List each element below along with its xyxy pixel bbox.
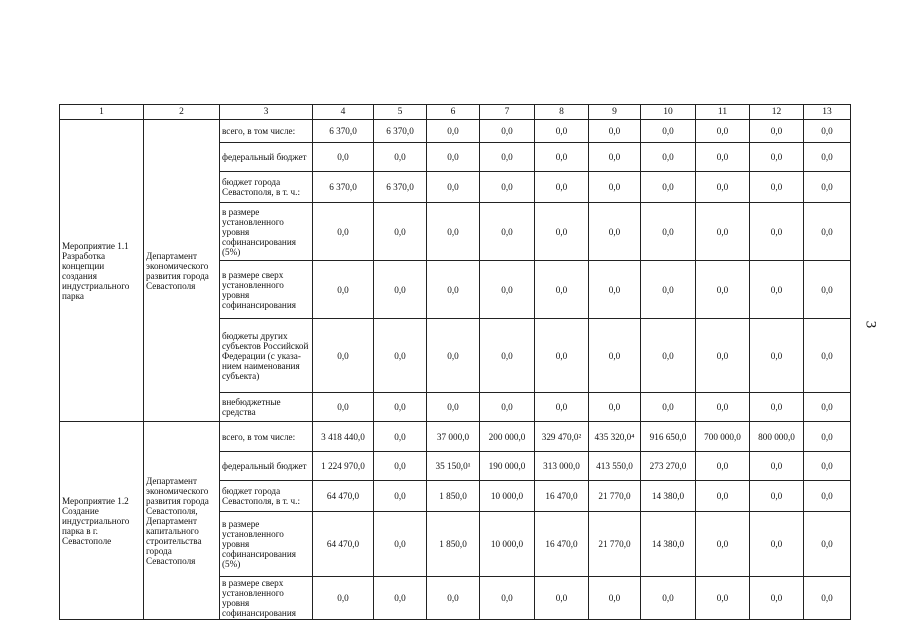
amount-cell: 10 000,0 <box>480 512 535 577</box>
amount-cell: 0,0 <box>480 172 535 203</box>
amount-cell: 0,0 <box>589 577 641 620</box>
amount-cell: 1 850,0 <box>427 481 480 512</box>
amount-cell: 0,0 <box>589 120 641 143</box>
column-header: 10 <box>641 105 696 120</box>
funding-source-label: всего, в том числе: <box>220 422 313 452</box>
amount-cell: 0,0 <box>804 120 851 143</box>
amount-cell: 0,0 <box>804 481 851 512</box>
column-header: 5 <box>374 105 427 120</box>
amount-cell: 700 000,0 <box>696 422 750 452</box>
amount-cell: 0,0 <box>374 577 427 620</box>
amount-cell: 0,0 <box>535 143 589 172</box>
amount-cell: 0,0 <box>535 319 589 393</box>
amount-cell: 6 370,0 <box>313 172 374 203</box>
amount-cell: 0,0 <box>696 261 750 319</box>
amount-cell: 0,0 <box>696 577 750 620</box>
funding-table <box>59 104 851 620</box>
amount-cell: 0,0 <box>589 143 641 172</box>
amount-cell: 0,0 <box>641 319 696 393</box>
amount-cell: 0,0 <box>696 452 750 481</box>
table-row <box>60 422 851 452</box>
amount-cell: 0,0 <box>804 512 851 577</box>
amount-cell: 0,0 <box>535 577 589 620</box>
column-header: 3 <box>220 105 313 120</box>
amount-cell: 0,0 <box>427 393 480 422</box>
amount-cell: 0,0 <box>480 261 535 319</box>
amount-cell: 0,0 <box>589 172 641 203</box>
amount-cell: 0,0 <box>374 393 427 422</box>
amount-cell: 0,0 <box>804 319 851 393</box>
funding-source-label: в размере установленного уровня софинансирования (5%) <box>220 203 313 261</box>
amount-cell: 1 850,0 <box>427 512 480 577</box>
amount-cell: 0,0 <box>696 512 750 577</box>
amount-cell: 0,0 <box>535 393 589 422</box>
amount-cell: 0,0 <box>641 203 696 261</box>
amount-cell: 21 770,0 <box>589 512 641 577</box>
amount-cell: 190 000,0 <box>480 452 535 481</box>
activity-name: Мероприятие 1.2 Создание индустриального парка в г. Севастополе <box>60 422 144 620</box>
column-header: 1 <box>60 105 144 120</box>
amount-cell: 0,0 <box>804 393 851 422</box>
amount-cell: 0,0 <box>480 143 535 172</box>
funding-source-label: в размере установленного уровня софинансирования (5%) <box>220 512 313 577</box>
amount-cell: 0,0 <box>750 261 804 319</box>
amount-cell: 0,0 <box>313 577 374 620</box>
amount-cell: 0,0 <box>804 261 851 319</box>
amount-cell: 0,0 <box>696 393 750 422</box>
amount-cell: 0,0 <box>374 422 427 452</box>
amount-cell: 916 650,0 <box>641 422 696 452</box>
amount-cell: 0,0 <box>641 261 696 319</box>
page-number: 3 <box>862 320 879 329</box>
amount-cell: 0,0 <box>535 172 589 203</box>
amount-cell: 0,0 <box>589 393 641 422</box>
amount-cell: 0,0 <box>804 172 851 203</box>
amount-cell: 0,0 <box>374 203 427 261</box>
amount-cell: 200 000,0 <box>480 422 535 452</box>
amount-cell: 6 370,0 <box>374 120 427 143</box>
amount-cell: 0,0 <box>374 481 427 512</box>
funding-source-label: внебюджетные средства <box>220 393 313 422</box>
amount-cell: 0,0 <box>750 393 804 422</box>
amount-cell: 0,0 <box>750 172 804 203</box>
column-header: 6 <box>427 105 480 120</box>
amount-cell: 0,0 <box>374 143 427 172</box>
amount-cell: 329 470,0² <box>535 422 589 452</box>
amount-cell: 0,0 <box>313 143 374 172</box>
amount-cell: 0,0 <box>696 481 750 512</box>
column-header: 4 <box>313 105 374 120</box>
column-header: 9 <box>589 105 641 120</box>
amount-cell: 313 000,0 <box>535 452 589 481</box>
amount-cell: 21 770,0 <box>589 481 641 512</box>
responsible-department: Департамент экономического развития города Севастополя <box>144 120 220 422</box>
amount-cell: 16 470,0 <box>535 512 589 577</box>
amount-cell: 10 000,0 <box>480 481 535 512</box>
amount-cell: 0,0 <box>696 319 750 393</box>
amount-cell: 0,0 <box>641 172 696 203</box>
amount-cell: 0,0 <box>696 120 750 143</box>
amount-cell: 0,0 <box>374 512 427 577</box>
amount-cell: 37 000,0 <box>427 422 480 452</box>
header-row <box>60 105 851 120</box>
funding-source-label: бюджет города Севастополя, в т. ч.: <box>220 481 313 512</box>
amount-cell: 0,0 <box>750 120 804 143</box>
amount-cell: 0,0 <box>589 319 641 393</box>
amount-cell: 0,0 <box>641 120 696 143</box>
amount-cell: 435 320,0⁴ <box>589 422 641 452</box>
amount-cell: 0,0 <box>750 577 804 620</box>
amount-cell: 0,0 <box>696 203 750 261</box>
column-header: 8 <box>535 105 589 120</box>
amount-cell: 0,0 <box>750 452 804 481</box>
amount-cell: 3 418 440,0 <box>313 422 374 452</box>
amount-cell: 0,0 <box>696 143 750 172</box>
amount-cell: 0,0 <box>480 577 535 620</box>
amount-cell: 800 000,0 <box>750 422 804 452</box>
amount-cell: 0,0 <box>750 481 804 512</box>
amount-cell: 0,0 <box>535 261 589 319</box>
amount-cell: 14 380,0 <box>641 481 696 512</box>
amount-cell: 0,0 <box>427 172 480 203</box>
amount-cell: 413 550,0 <box>589 452 641 481</box>
amount-cell: 0,0 <box>374 261 427 319</box>
column-header: 12 <box>750 105 804 120</box>
amount-cell: 0,0 <box>427 120 480 143</box>
amount-cell: 0,0 <box>427 203 480 261</box>
amount-cell: 273 270,0 <box>641 452 696 481</box>
funding-source-label: в размере сверх установленного уровня софинансирования <box>220 577 313 620</box>
amount-cell: 0,0 <box>696 172 750 203</box>
amount-cell: 0,0 <box>313 203 374 261</box>
activity-name: Мероприятие 1.1 Разработка концепции создания индустриального парка <box>60 120 144 422</box>
amount-cell: 0,0 <box>750 143 804 172</box>
amount-cell: 6 370,0 <box>374 172 427 203</box>
amount-cell: 0,0 <box>427 143 480 172</box>
amount-cell: 0,0 <box>313 393 374 422</box>
amount-cell: 0,0 <box>535 203 589 261</box>
column-header: 7 <box>480 105 535 120</box>
amount-cell: 0,0 <box>804 452 851 481</box>
amount-cell: 0,0 <box>535 120 589 143</box>
amount-cell: 0,0 <box>804 203 851 261</box>
amount-cell: 0,0 <box>480 203 535 261</box>
funding-source-label: федеральный бюджет <box>220 452 313 481</box>
amount-cell: 0,0 <box>480 120 535 143</box>
table-row <box>60 120 851 143</box>
amount-cell: 0,0 <box>313 261 374 319</box>
amount-cell: 0,0 <box>804 577 851 620</box>
funding-source-label: бюджет города Севастополя, в т. ч.: <box>220 172 313 203</box>
amount-cell: 14 380,0 <box>641 512 696 577</box>
funding-source-label: федеральный бюджет <box>220 143 313 172</box>
amount-cell: 0,0 <box>427 261 480 319</box>
amount-cell: 64 470,0 <box>313 512 374 577</box>
amount-cell: 35 150,0¹ <box>427 452 480 481</box>
amount-cell: 0,0 <box>750 319 804 393</box>
amount-cell: 0,0 <box>313 319 374 393</box>
amount-cell: 0,0 <box>750 512 804 577</box>
column-header: 11 <box>696 105 750 120</box>
amount-cell: 0,0 <box>427 319 480 393</box>
amount-cell: 0,0 <box>427 577 480 620</box>
amount-cell: 0,0 <box>589 203 641 261</box>
amount-cell: 0,0 <box>480 393 535 422</box>
amount-cell: 0,0 <box>641 143 696 172</box>
amount-cell: 0,0 <box>641 393 696 422</box>
funding-source-label: в размере сверх установленного уровня софинансирования <box>220 261 313 319</box>
amount-cell: 64 470,0 <box>313 481 374 512</box>
amount-cell: 0,0 <box>480 319 535 393</box>
column-header: 2 <box>144 105 220 120</box>
amount-cell: 0,0 <box>374 319 427 393</box>
amount-cell: 0,0 <box>750 203 804 261</box>
amount-cell: 0,0 <box>641 577 696 620</box>
funding-source-label: всего, в том числе: <box>220 120 313 143</box>
amount-cell: 0,0 <box>589 261 641 319</box>
amount-cell: 1 224 970,0 <box>313 452 374 481</box>
amount-cell: 0,0 <box>804 422 851 452</box>
amount-cell: 0,0 <box>804 143 851 172</box>
responsible-department: Департамент экономического развития города Севастополя, Департамент капитального строительства города Севастополя <box>144 422 220 620</box>
funding-source-label: бюджеты других субъектов Российской Федерации (с указа-нием наименования субъекта) <box>220 319 313 393</box>
amount-cell: 0,0 <box>374 452 427 481</box>
amount-cell: 6 370,0 <box>313 120 374 143</box>
column-header: 13 <box>804 105 851 120</box>
amount-cell: 16 470,0 <box>535 481 589 512</box>
